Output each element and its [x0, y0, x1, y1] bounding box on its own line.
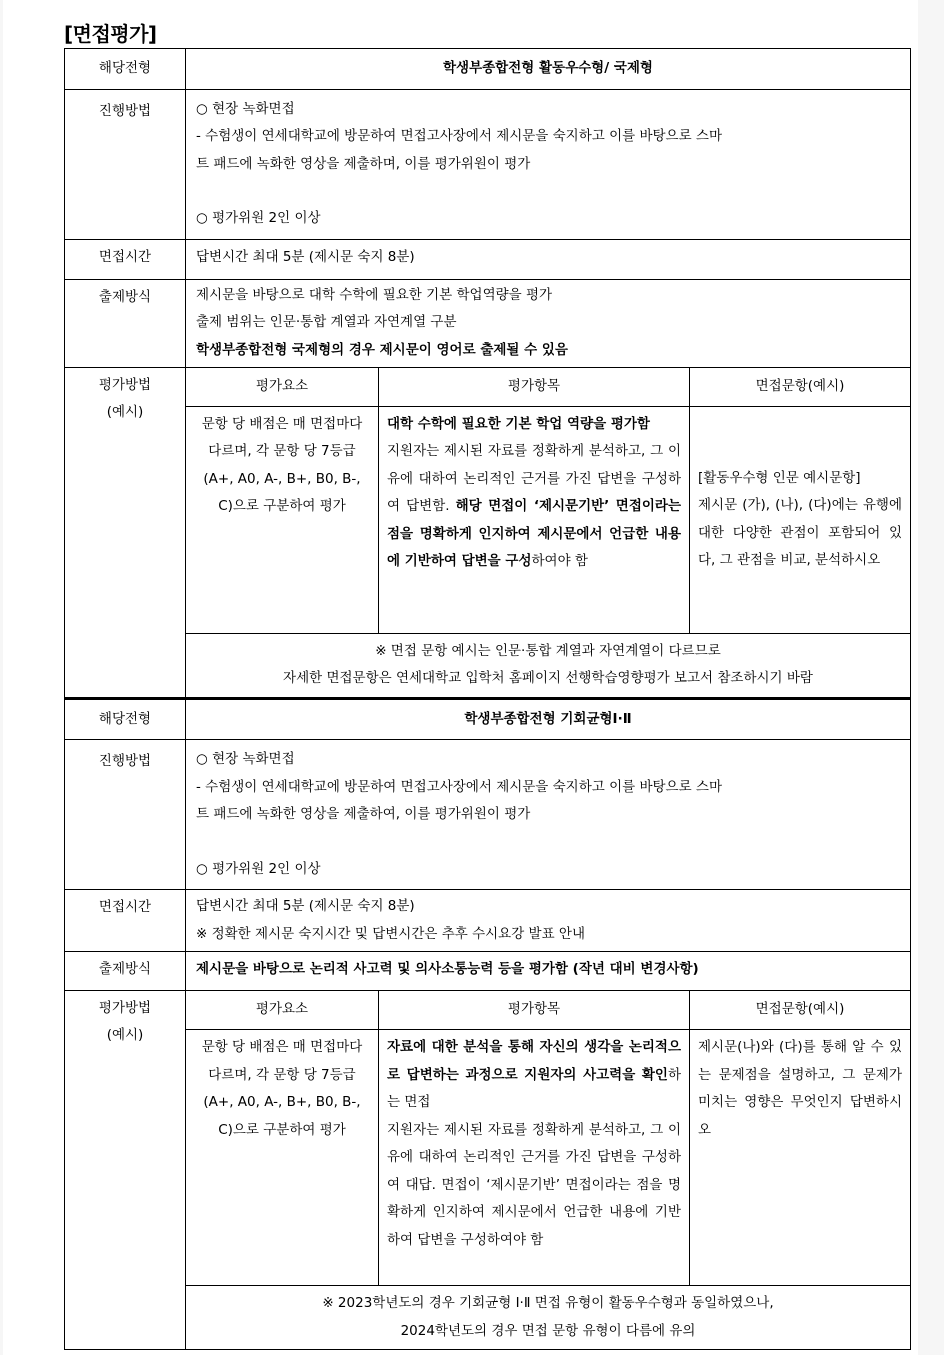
- label-eval-2: (예시): [106, 1027, 144, 1043]
- question-content: [186, 279, 911, 367]
- label-method: 진행방법: [65, 89, 186, 239]
- eval-question: [690, 406, 911, 633]
- question-content: [186, 952, 911, 991]
- eval-item-text: 지원자는 제시된 자료를 정확하게 분석하고, 그 이유에 대하여 논리적인 근거를 가진 답변을 구성하여 대답. 면접이 ‘제시문기반’ 면접이라는 점을 명확하게 인지하여 제시문에서 언급한 내용에 기반하여 답변을 구성하여야 함: [387, 1121, 681, 1248]
- label-question: 출제방식: [65, 279, 186, 367]
- time-content: [186, 890, 911, 952]
- interview-evaluation-table: [64, 48, 911, 1350]
- method-line: - 수험생이 연세대학교에 방문하여 면접고사장에서 제시문을 숙지하고 이를 바탕으로 스마: [196, 128, 723, 144]
- row-time: [65, 890, 911, 952]
- header-element: 평가요소: [186, 991, 379, 1030]
- eval-item-text: 하여야 함: [531, 553, 588, 569]
- method-content: [186, 740, 911, 890]
- method-line: 트 패드에 녹화한 영상을 제출하여, 이를 평가위원이 평가: [196, 806, 531, 822]
- label-method: 진행방법: [65, 740, 186, 890]
- question-line: 제시문을 바탕으로 대학 수학에 필요한 기본 학업역량을 평가: [196, 286, 553, 303]
- eval-subtable: [185, 990, 911, 1350]
- eval-item: [379, 1030, 690, 1286]
- note-line: 자세한 면접문항은 연세대학교 입학처 홈페이지 선행학습영향평가 보고서 참조하시기 바람: [283, 670, 813, 686]
- eval-item-text: 지원자는 제시된 자료를 정확하게 분석하고, 그 이유에 대하여 논리적인 근거를 가진 답변을 구성하여 답변함.: [387, 443, 681, 514]
- method-line: ○ 현장 녹화면접: [196, 751, 295, 767]
- method-line: ○ 평가위원 2인 이상: [196, 210, 321, 226]
- eval-note: [186, 1286, 911, 1350]
- label-eval: [65, 991, 186, 1350]
- label-type: 해당전형: [65, 698, 186, 740]
- header-element: 평가요소: [186, 367, 379, 406]
- spacer: [196, 178, 900, 205]
- method-line: ○ 평가위원 2인 이상: [196, 860, 321, 877]
- eval-note: [186, 633, 911, 697]
- row-type: [65, 49, 911, 90]
- note-line: ※ 2023학년도의 경우 기회균형 Ⅰ·Ⅱ 면접 유형이 활동우수형과 동일하였으나,: [322, 1295, 774, 1311]
- note-line: ※ 면접 문항 예시는 인문·통합 계열과 자연계열이 다르므로: [375, 642, 721, 659]
- eval-subtable: [185, 367, 911, 698]
- label-type: 해당전형: [65, 49, 186, 90]
- eval-question: [690, 1030, 911, 1286]
- label-time: 면접시간: [65, 239, 186, 279]
- row-method: [65, 740, 911, 890]
- method-line: - 수험생이 연세대학교에 방문하여 면접고사장에서 제시문을 숙지하고 이를 바탕으로 스마: [196, 778, 723, 795]
- method-content: [186, 89, 911, 239]
- time-line: 답변시간 최대 5분 (제시문 숙지 8분): [196, 898, 415, 914]
- eval-item-bold: 자료에 대한 분석을 통해 자신의 생각을 논리적으로 답변하는 과정으로 지원자의 사고력을 확인: [387, 1039, 681, 1083]
- time-content: [186, 239, 911, 279]
- row-question: [65, 279, 911, 367]
- note-line: 2024학년도의 경우 면접 문항 유형이 다름에 유의: [400, 1322, 696, 1339]
- row-time: [65, 239, 911, 279]
- time-line: 답변시간 최대 5분 (제시문 숙지 8분): [196, 248, 415, 265]
- label-question: 출제방식: [65, 952, 186, 991]
- header-item: 평가항목: [379, 991, 690, 1030]
- eval-item-text: 하는 면접: [387, 1066, 681, 1110]
- eval-item: [379, 406, 690, 633]
- eval-question-title: [활동우수형 인문 예시문항]: [698, 469, 861, 486]
- method-line: 트 패드에 녹화한 영상을 제출하며, 이를 평가위원이 평가: [196, 155, 531, 172]
- question-line-bold: 제시문을 바탕으로 논리적 사고력 및 의사소통능력 등을 평가함 (작년 대비 변경사항): [196, 961, 699, 977]
- eval-element: 문항 당 배점은 매 면접마다 다르며, 각 문항 당 7등급(A+, A0, A-, B+, B0, B-, C)으로 구분하여 평가: [186, 1030, 379, 1286]
- label-eval-1: 평가방법: [98, 376, 152, 393]
- eval-item-bold: 대학 수학에 필요한 기본 학업 역량을 평가함: [387, 415, 650, 432]
- row-type: [65, 698, 911, 740]
- type-value: 학생부종합전형 기회균형Ⅰ·Ⅱ: [186, 698, 911, 740]
- label-eval-2: (예시): [106, 403, 144, 420]
- row-eval: [65, 991, 911, 1350]
- eval-item-bold: 해당 면접이 ‘제시문기반’ 면접이라는 점을 명확하게 인지하여 제시문에서 언급한 내용에 기반하여 답변을 구성: [387, 498, 681, 569]
- label-time: 면접시간: [65, 890, 186, 952]
- question-line-bold: 학생부종합전형 국제형의 경우 제시문이 영어로 출제될 수 있음: [196, 341, 568, 358]
- row-eval: [65, 367, 911, 698]
- header-item: 평가항목: [379, 367, 690, 406]
- time-line: ※ 정확한 제시문 숙지시간 및 답변시간은 추후 수시요강 발표 안내: [196, 925, 585, 942]
- question-line: 출제 범위는 인문·통합 계열과 자연계열 구분: [196, 314, 457, 330]
- eval-question-text: 제시문(나)와 (다)를 통해 알 수 있는 문제점을 설명하고, 그 문제가 미치는 영향은 무엇인지 답변하시오: [698, 1039, 902, 1138]
- spacer: [196, 829, 900, 856]
- eval-question-text: 제시문 (가), (나), (다)에는 유행에 대한 다양한 관점이 포함되어 있다, 그 관점을 비교, 분석하시오: [698, 497, 902, 568]
- label-eval: [65, 367, 186, 698]
- method-line: ○ 현장 녹화면접: [196, 100, 295, 117]
- eval-subtable-cell: [186, 991, 911, 1350]
- eval-subtable-cell: [186, 367, 911, 698]
- label-eval-1: 평가방법: [98, 1000, 152, 1016]
- header-question: 면접문항(예시): [690, 991, 911, 1030]
- type-value: 학생부종합전형 활동우수형/ 국제형: [186, 49, 911, 90]
- row-question: [65, 952, 911, 991]
- page-title: [면접평가]: [64, 22, 157, 46]
- eval-element: 문항 당 배점은 매 면접마다 다르며, 각 문항 당 7등급(A+, A0, A-, B+, B0, B-, C)으로 구분하여 평가: [186, 406, 379, 633]
- row-method: [65, 89, 911, 239]
- header-question: 면접문항(예시): [690, 367, 911, 406]
